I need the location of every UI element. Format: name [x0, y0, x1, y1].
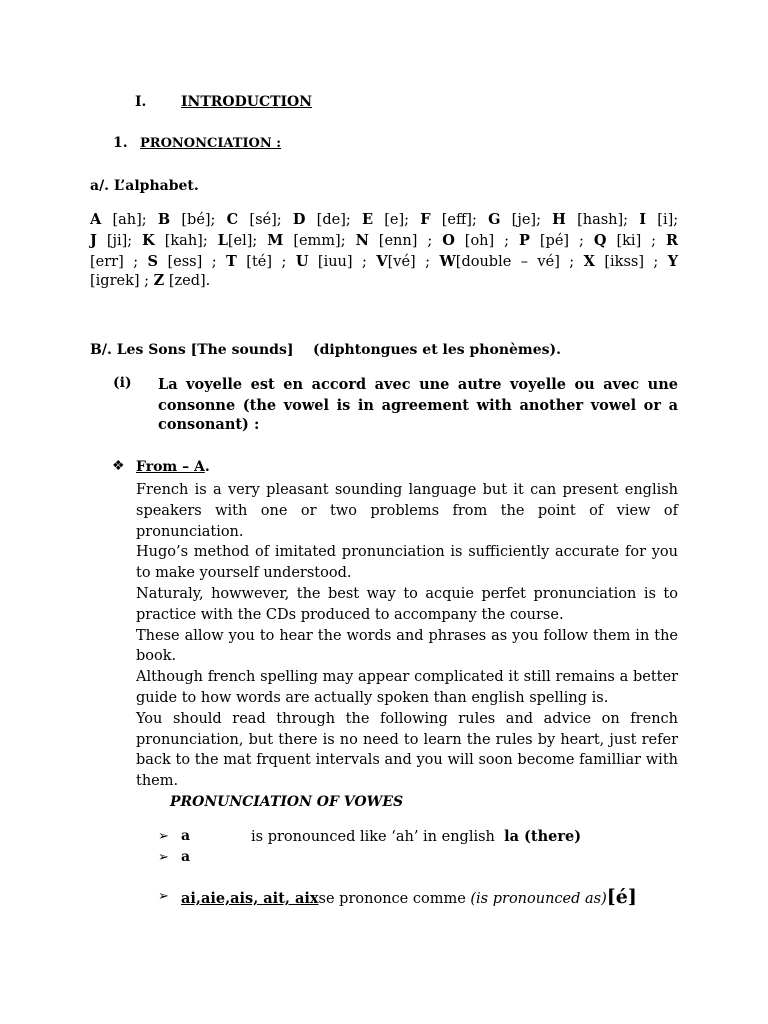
item-line: consonant) : [158, 416, 260, 433]
alphabet-pronunciation: [ki] ; [616, 233, 657, 249]
paragraph: French is a very pleasant sounding language but it can present english speakers with one or two problems from the point of view of pronunciation. [136, 482, 678, 540]
alphabet-letter: X [583, 253, 595, 270]
alphabet-letter: T [226, 253, 237, 270]
vowel-letter: a [181, 828, 191, 844]
alphabet-letter: R [666, 232, 679, 249]
alphabet-entry [584, 254, 659, 270]
alphabet-pronunciation: [emm]; [293, 233, 346, 249]
alphabet-entry [227, 212, 282, 228]
alphabet-pronunciation: [ah]; [112, 212, 147, 228]
page-title: INTRODUCTION [181, 94, 313, 110]
alphabet-pronunciation: [je]; [511, 212, 541, 228]
alphabet-entry [488, 212, 541, 228]
alphabet-line [90, 209, 678, 231]
alphabet-letter: C [226, 211, 239, 228]
alphabet-pronunciation: [hash]; [577, 212, 629, 228]
alphabet-pronunciation: [pé] ; [539, 233, 584, 249]
alphabet-entry [439, 254, 574, 270]
from-a-title: From – A [136, 459, 205, 475]
alphabet-entry [552, 212, 628, 228]
vowel-description [251, 828, 581, 845]
alphabet-pronunciation: [ikss] ; [604, 254, 659, 270]
alphabet-entry [376, 254, 430, 270]
alphabet-letter: D [292, 211, 306, 228]
alphabet-entry [158, 212, 216, 228]
alphabet-letter: Q [593, 232, 607, 249]
from-a-heading [136, 459, 210, 475]
alphabet-letter: H [552, 211, 566, 228]
alphabet-pronunciation: [enn] ; [378, 233, 433, 249]
alphabet-letter: S [147, 253, 159, 270]
alphabet-letter: M [267, 232, 284, 249]
alphabet-entry [668, 254, 678, 270]
alphabet-letter: Z [153, 272, 165, 289]
alphabet-letter: I [639, 211, 647, 228]
vowels-title: PRONUNCIATION OF VOWES [170, 794, 404, 810]
alphabet-pronunciation: [eff]; [441, 212, 477, 228]
alphabet-line [90, 230, 678, 252]
alphabet-entry [362, 212, 409, 228]
vowel-letter: a [181, 849, 191, 865]
alphabet-line [90, 272, 210, 289]
alphabet-letter: A [90, 211, 102, 228]
from-a-dot: . [204, 459, 210, 475]
ai-symbol: [é] [606, 886, 637, 908]
section-number: 1. [113, 135, 128, 151]
alphabet-entry [90, 233, 132, 249]
alphabet-letter: O [442, 232, 455, 249]
alphabet-letter: J [90, 232, 97, 249]
alphabet-entry [267, 233, 345, 249]
alphabet-entry [519, 233, 584, 249]
alphabet-pronunciation: [i]; [657, 212, 679, 228]
alphabet-pronunciation: [double – vé] ; [455, 254, 575, 270]
alphabet-entry [356, 233, 433, 249]
paragraph: You should read through the following rules and advice on french pronunciation, but there is no need to learn the rules by heart, just refer back to the mat frquent intervals and you will soon become familliar with them. [136, 710, 678, 790]
sounds-label: B/. Les Sons [The sounds] [90, 342, 294, 358]
vowel-example: la (there) [504, 828, 582, 845]
ai-row [181, 886, 637, 908]
alphabet-entry [666, 233, 678, 249]
alphabet-pronunciation: [err] ; [90, 254, 139, 270]
alphabet-entry [293, 212, 351, 228]
ai-note: (is pronounced as) [470, 891, 607, 907]
alphabet-pronunciation: [sé]; [249, 212, 282, 228]
alphabet-entry [639, 212, 678, 228]
alphabet-letter: N [355, 232, 369, 249]
alphabet-entry [594, 233, 656, 249]
alphabet-pronunciation: [vé] ; [387, 254, 431, 270]
alphabet-pronunciation: [bé]; [181, 212, 216, 228]
alphabet-pronunciation: [e]; [384, 212, 410, 228]
paragraph: Hugo’s method of imitated pronunciation is sufficiently accurate for you to make yourself understood. [136, 544, 678, 582]
alphabet-letter: B [157, 211, 171, 228]
alphabet-letter: K [142, 232, 155, 249]
diamond-bullet-icon: ❖ [112, 458, 125, 474]
alphabet-entry [90, 273, 149, 289]
paragraph: Although french spelling may appear complicated it still remains a better guide to how words are actually spoken than english spelling is. [136, 669, 678, 706]
arrow-bullet-icon: ➢ [158, 850, 169, 865]
section-roman-numeral: I. [135, 94, 147, 110]
alphabet-pronunciation: [oh] ; [464, 233, 510, 249]
paragraph: These allow you to hear the words and phrases as you follow them in the book. [136, 627, 678, 665]
arrow-bullet-icon: ➢ [158, 889, 169, 904]
alphabet-entry [442, 233, 509, 249]
alphabet-entry [90, 254, 138, 270]
subsection-sounds-title [90, 342, 561, 358]
alphabet-pronunciation: [igrek] ; [90, 273, 150, 289]
alphabet-entry [226, 254, 286, 270]
alphabet-letter: E [361, 211, 374, 228]
alphabet-line [90, 251, 678, 273]
alphabet-pronunciation: [ess] ; [167, 254, 217, 270]
section-title: PRONONCIATION : [140, 136, 282, 151]
alphabet-entry [218, 233, 258, 249]
item-line: consonne (the vowel is in agreement with another vowel or a [158, 397, 678, 414]
sounds-extra: (diphtongues et les phonèmes). [312, 342, 562, 358]
alphabet-pronunciation: [kah]; [164, 233, 208, 249]
ai-spellings: ai,aie,ais, ait, aix [181, 890, 319, 907]
alphabet-pronunciation: [ji]; [106, 233, 133, 249]
alphabet-pronunciation: [iuu] ; [317, 254, 367, 270]
alphabet-letter: W [439, 253, 456, 270]
body-text [136, 480, 678, 792]
item-line: La voyelle est en accord avec une autre voyelle ou avec une [158, 376, 678, 393]
subsection-alphabet-title: a/. L’alphabet. [90, 178, 199, 194]
alphabet-letter: Y [667, 253, 679, 270]
arrow-bullet-icon: ➢ [158, 829, 169, 844]
alphabet-entry [90, 212, 147, 228]
alphabet-entry [142, 233, 208, 249]
paragraph: Naturaly, howwever, the best way to acquie perfet pronunciation is to practice with the CDs produced to accompany the course. [136, 585, 678, 623]
alphabet-letter: V [376, 253, 388, 270]
alphabet-pronunciation: [de]; [316, 212, 351, 228]
alphabet-letter: U [295, 253, 309, 270]
alphabet-letter: F [420, 211, 431, 228]
vowel-text: is pronounced like ‘ah’ in english [251, 829, 495, 845]
alphabet-letter: G [488, 211, 501, 228]
alphabet-letter: P [519, 232, 530, 249]
alphabet-pronunciation: [zed]. [168, 273, 211, 289]
ai-text: se prononce comme [318, 891, 471, 907]
alphabet-letter: L [217, 232, 228, 249]
alphabet-entry [154, 273, 211, 289]
alphabet-entry [148, 254, 217, 270]
item-number: (i) [113, 375, 132, 391]
alphabet-entry [420, 212, 477, 228]
alphabet-pronunciation: [el]; [227, 233, 258, 249]
alphabet-entry [296, 254, 367, 270]
alphabet-pronunciation: [té] ; [246, 254, 287, 270]
